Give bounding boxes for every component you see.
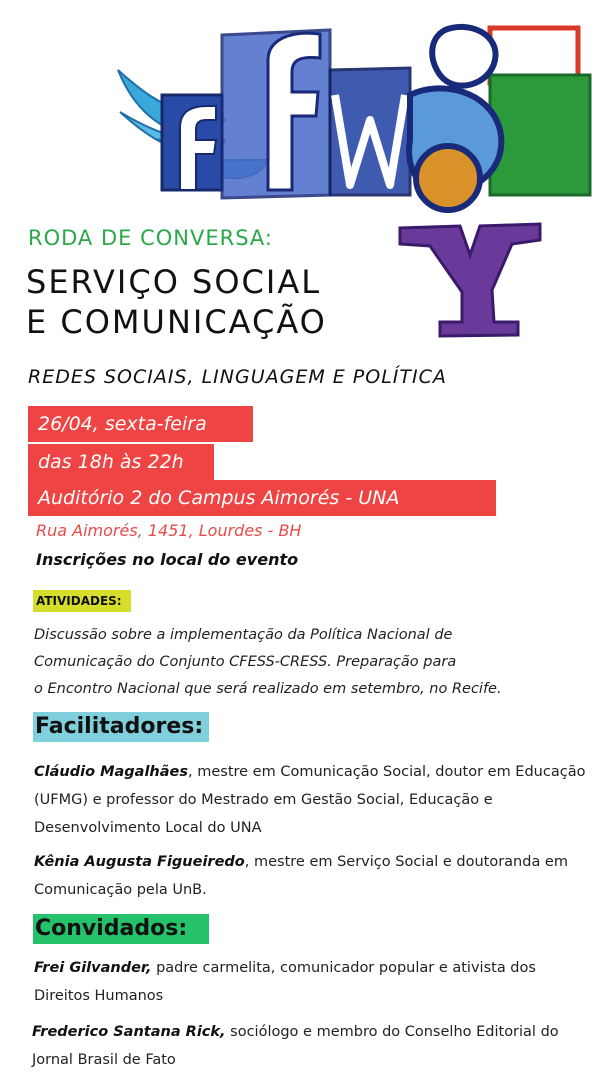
facilitator-description: , mestre em Serviço Social e doutoranda em Comunicação pela UnB. bbox=[34, 854, 568, 898]
guests-heading: Convidados: bbox=[33, 914, 209, 944]
event-title-line2: E COMUNICAÇÃO bbox=[26, 303, 327, 341]
registration-note: Inscrições no local do evento bbox=[36, 550, 299, 569]
facilitator-description: , mestre em Comunicação Social, doutor em Educação (UFMG) e professor do Mestrado em Gestão Social, Educação e Desenvolvimento Local do UNA bbox=[34, 764, 586, 836]
event-title-line1: SERVIÇO SOCIAL bbox=[26, 263, 322, 301]
activities-line: o Encontro Nacional que será realizado em setembro, no Recife. bbox=[34, 681, 502, 697]
event-subtitle: REDES SOCIAIS, LINGUAGEM E POLÍTICA bbox=[28, 366, 447, 388]
guest-name: Frei Gilvander, bbox=[34, 960, 152, 976]
facilitator-entry bbox=[34, 758, 590, 842]
event-kicker: RODA DE CONVERSA: bbox=[28, 226, 273, 250]
event-venue: Auditório 2 do Campus Aimorés - UNA bbox=[28, 480, 496, 516]
event-hours: das 18h às 22h bbox=[28, 444, 214, 480]
guest-description: padre carmelita, comunicador popular e ativista dos Direitos Humanos bbox=[34, 960, 536, 1004]
activities-line: Discussão sobre a implementação da Política Nacional de bbox=[34, 627, 453, 643]
guest-entry bbox=[32, 1018, 592, 1074]
guest-name: Frederico Santana Rick, bbox=[32, 1024, 226, 1040]
facilitator-entry bbox=[34, 848, 590, 904]
guest-entry bbox=[34, 954, 590, 1010]
activities-label: ATIVIDADES: bbox=[33, 590, 131, 612]
facilitator-name: Kênia Augusta Figueiredo bbox=[34, 854, 245, 870]
guest-description: sociólogo e membro do Conselho Editorial do Jornal Brasil de Fato bbox=[32, 1024, 559, 1068]
facilitators-heading: Facilitadores: bbox=[33, 712, 209, 742]
activities-line: Comunicação do Conjunto CFESS-CRESS. Preparação para bbox=[34, 654, 457, 670]
event-title bbox=[26, 262, 327, 342]
yahoo-y-icon bbox=[400, 224, 540, 336]
event-address: Rua Aimorés, 1451, Lourdes - BH bbox=[36, 521, 302, 540]
event-date: 26/04, sexta-feira bbox=[28, 406, 253, 442]
google-g-icon bbox=[409, 27, 590, 210]
facilitator-name: Cláudio Magalhães bbox=[34, 764, 188, 780]
activities-description bbox=[34, 622, 584, 703]
wordpress-w-icon bbox=[222, 30, 410, 198]
facebook-f-icon bbox=[162, 95, 222, 190]
